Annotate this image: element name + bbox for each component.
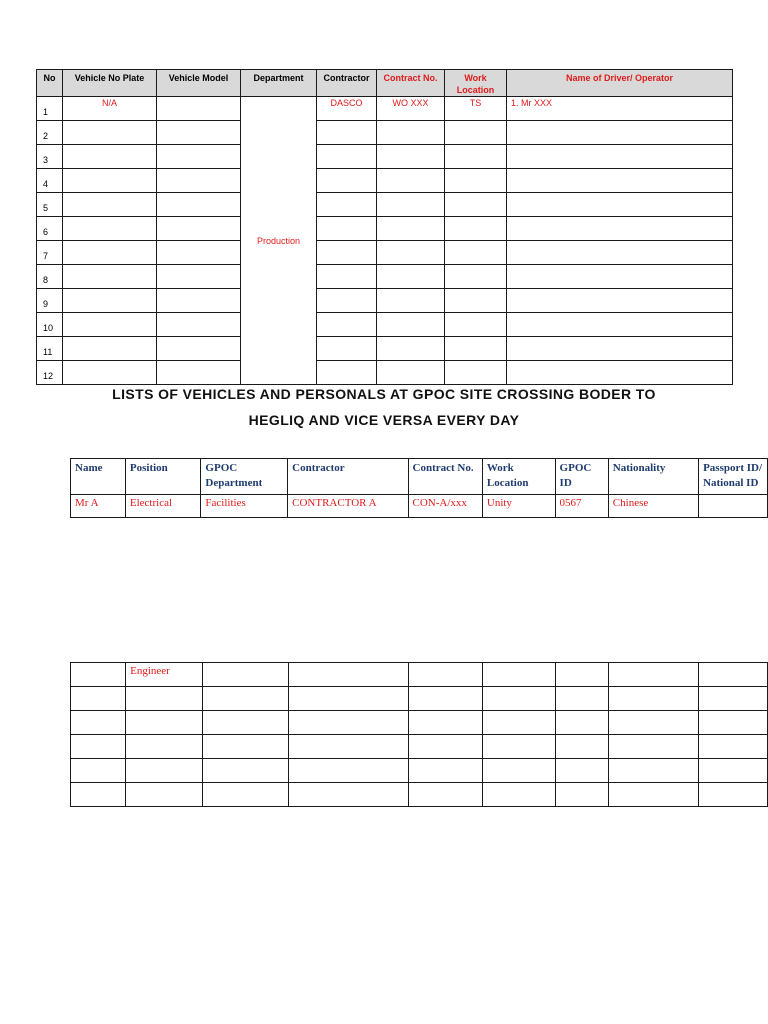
table-cell: [608, 783, 698, 807]
table-cell: [699, 663, 768, 687]
table-cell: [71, 783, 126, 807]
table-cell: [63, 121, 157, 145]
table-cell: [377, 169, 445, 193]
vehicle-no-plate-cell: N/A: [63, 97, 157, 121]
table-cell: [157, 289, 241, 313]
table-cell: [157, 265, 241, 289]
table-row: [37, 313, 733, 337]
table-cell: [445, 121, 507, 145]
table-cell: [507, 337, 733, 361]
nationality-cell: Chinese: [608, 495, 698, 518]
contract-no-cell: WO XXX: [377, 97, 445, 121]
header-vehicle-model: Vehicle Model: [157, 70, 241, 97]
table-cell: [377, 193, 445, 217]
table-cell: [445, 265, 507, 289]
table-cell: [317, 313, 377, 337]
table-cell: [157, 193, 241, 217]
table-cell: [377, 241, 445, 265]
table-cell: [507, 265, 733, 289]
table-cell: [445, 169, 507, 193]
row-number: 1: [37, 97, 63, 121]
table-cell: [408, 711, 482, 735]
table-cell: [202, 687, 289, 711]
personnel-table-header: [71, 459, 768, 495]
table-cell: [289, 759, 409, 783]
header-passport-id: Passport ID/ National ID: [699, 459, 768, 495]
table-cell: [63, 169, 157, 193]
table-cell: [63, 217, 157, 241]
row-number: 11: [37, 337, 63, 361]
table-cell: [699, 783, 768, 807]
table-cell: [63, 337, 157, 361]
table-cell: [157, 217, 241, 241]
table-cell: [445, 193, 507, 217]
table-row: [71, 687, 768, 711]
row-number: 8: [37, 265, 63, 289]
table-cell: [482, 783, 555, 807]
row-number: 5: [37, 193, 63, 217]
row-number: 9: [37, 289, 63, 313]
table-cell: [408, 663, 482, 687]
table-cell: [317, 289, 377, 313]
table-cell: [377, 145, 445, 169]
table-cell: [289, 663, 409, 687]
table-cell: [507, 145, 733, 169]
row-number: 12: [37, 361, 63, 385]
table-cell: [126, 687, 202, 711]
header-no: No: [37, 70, 63, 97]
contract-no-cell: CON-A/xxx: [408, 495, 482, 518]
table-cell: [408, 687, 482, 711]
header-vehicle-no-plate: Vehicle No Plate: [63, 70, 157, 97]
table-cell: [63, 361, 157, 385]
table-cell: [157, 313, 241, 337]
header-contractor: Contractor: [288, 459, 408, 495]
table-cell: [157, 121, 241, 145]
table-row: [71, 495, 768, 518]
table-cell: [507, 313, 733, 337]
table-cell: [289, 687, 409, 711]
row-number: 10: [37, 313, 63, 337]
gpoc-id-cell: 0567: [555, 495, 608, 518]
table-cell: [555, 663, 608, 687]
table-cell: [202, 663, 289, 687]
row-number: 2: [37, 121, 63, 145]
row-number: 3: [37, 145, 63, 169]
table-row: [37, 169, 733, 193]
table-cell: [157, 337, 241, 361]
table-cell: [482, 735, 555, 759]
table-cell: [63, 265, 157, 289]
table-cell: [317, 145, 377, 169]
passport-id-cell: [699, 495, 768, 518]
row-number: 6: [37, 217, 63, 241]
table-row: [71, 735, 768, 759]
table-row: [71, 783, 768, 807]
table-cell: [63, 313, 157, 337]
table-cell: [408, 735, 482, 759]
table-row: [37, 217, 733, 241]
table-cell: [317, 193, 377, 217]
table-row: [37, 265, 733, 289]
table-cell: [507, 241, 733, 265]
header-nationality: Nationality: [608, 459, 698, 495]
table-cell: [317, 265, 377, 289]
table-cell: [202, 711, 289, 735]
header-department: Department: [241, 70, 317, 97]
table-cell: [445, 217, 507, 241]
table-cell: [445, 337, 507, 361]
table-cell: [157, 169, 241, 193]
header-gpoc-id: GPOC ID: [555, 459, 608, 495]
table-cell: [507, 289, 733, 313]
table-cell: [445, 313, 507, 337]
personnel-table: [70, 458, 768, 518]
table-row: [37, 97, 733, 121]
table-cell: [699, 759, 768, 783]
table-cell: [555, 759, 608, 783]
table-row: [37, 361, 733, 385]
document-title-line-1: LISTS OF VEHICLES AND PERSONALS AT GPOC SITE CROSSING BODER TO: [112, 386, 656, 402]
table-cell: [408, 759, 482, 783]
table-cell: [408, 783, 482, 807]
table-row: [71, 663, 768, 687]
table-row: [71, 711, 768, 735]
table-cell: [377, 361, 445, 385]
header-position: Position: [125, 459, 201, 495]
table-cell: [202, 759, 289, 783]
table-cell: [317, 217, 377, 241]
header-work-location: Work Location: [445, 70, 507, 97]
table-cell: [71, 687, 126, 711]
table-row: [37, 289, 733, 313]
table-cell: [507, 193, 733, 217]
table-cell: [445, 289, 507, 313]
table-cell: [317, 121, 377, 145]
table-cell: [608, 735, 698, 759]
vehicle-table: [36, 69, 733, 385]
table-cell: [555, 687, 608, 711]
table-cell: [482, 663, 555, 687]
work-location-cell: Unity: [482, 495, 555, 518]
gpoc-department-cell: Facilities: [201, 495, 288, 518]
table-cell: [63, 145, 157, 169]
table-cell: [377, 217, 445, 241]
table-cell: [555, 735, 608, 759]
table-cell: [377, 337, 445, 361]
contractor-cell: CONTRACTOR A: [288, 495, 408, 518]
table-cell: [289, 783, 409, 807]
table-cell: [608, 663, 698, 687]
vehicle-model-cell: [157, 97, 241, 121]
document-title-line-2: HEGLIQ AND VICE VERSA EVERY DAY: [248, 412, 520, 428]
table-cell: [555, 783, 608, 807]
contractor-cell: DASCO: [317, 97, 377, 121]
table-cell: [71, 663, 126, 687]
table-cell: [377, 289, 445, 313]
table-row: [37, 241, 733, 265]
table-cell: [157, 361, 241, 385]
driver-cell: 1. Mr XXX: [507, 97, 733, 121]
table-cell: [202, 783, 289, 807]
table-row: [37, 121, 733, 145]
table-cell: [63, 241, 157, 265]
table-cell: [289, 711, 409, 735]
table-cell: [445, 361, 507, 385]
header-gpoc-department: GPOC Department: [201, 459, 288, 495]
table-cell: [445, 241, 507, 265]
table-cell: [126, 711, 202, 735]
table-cell: [289, 735, 409, 759]
row-number: 7: [37, 241, 63, 265]
table-cell: [608, 687, 698, 711]
table-cell: [157, 145, 241, 169]
position-cell: Engineer: [126, 663, 202, 687]
table-cell: [71, 711, 126, 735]
table-cell: [482, 711, 555, 735]
table-cell: [507, 121, 733, 145]
table-row: [37, 193, 733, 217]
table-cell: [482, 687, 555, 711]
table-cell: [71, 759, 126, 783]
work-location-cell: TS: [445, 97, 507, 121]
table-cell: [699, 711, 768, 735]
department-cell: Production: [241, 97, 317, 385]
table-row: [71, 759, 768, 783]
table-cell: [507, 361, 733, 385]
table-cell: [377, 313, 445, 337]
name-cell: Mr A: [71, 495, 126, 518]
table-row: [37, 337, 733, 361]
table-cell: [126, 759, 202, 783]
header-name: Name: [71, 459, 126, 495]
table-cell: [63, 289, 157, 313]
header-contractor: Contractor: [317, 70, 377, 97]
table-cell: [507, 217, 733, 241]
table-cell: [317, 169, 377, 193]
header-driver: Name of Driver/ Operator: [507, 70, 733, 97]
row-number: 4: [37, 169, 63, 193]
table-cell: [608, 711, 698, 735]
table-row: [37, 145, 733, 169]
table-cell: [445, 145, 507, 169]
table-cell: [317, 337, 377, 361]
table-cell: [71, 735, 126, 759]
table-cell: [63, 193, 157, 217]
table-cell: [317, 241, 377, 265]
table-cell: [157, 241, 241, 265]
table-cell: [482, 759, 555, 783]
table-cell: [555, 711, 608, 735]
table-cell: [699, 735, 768, 759]
personnel-table-continued: [70, 662, 768, 807]
table-cell: [377, 265, 445, 289]
table-cell: [377, 121, 445, 145]
table-cell: [507, 169, 733, 193]
table-cell: [202, 735, 289, 759]
header-contract-no: Contract No.: [377, 70, 445, 97]
table-cell: [126, 735, 202, 759]
vehicle-table-header: [37, 70, 733, 97]
table-cell: [608, 759, 698, 783]
table-cell: [699, 687, 768, 711]
table-cell: [126, 783, 202, 807]
header-work-location: Work Location: [482, 459, 555, 495]
table-cell: [317, 361, 377, 385]
position-cell: Electrical: [125, 495, 201, 518]
header-contract-no: Contract No.: [408, 459, 482, 495]
